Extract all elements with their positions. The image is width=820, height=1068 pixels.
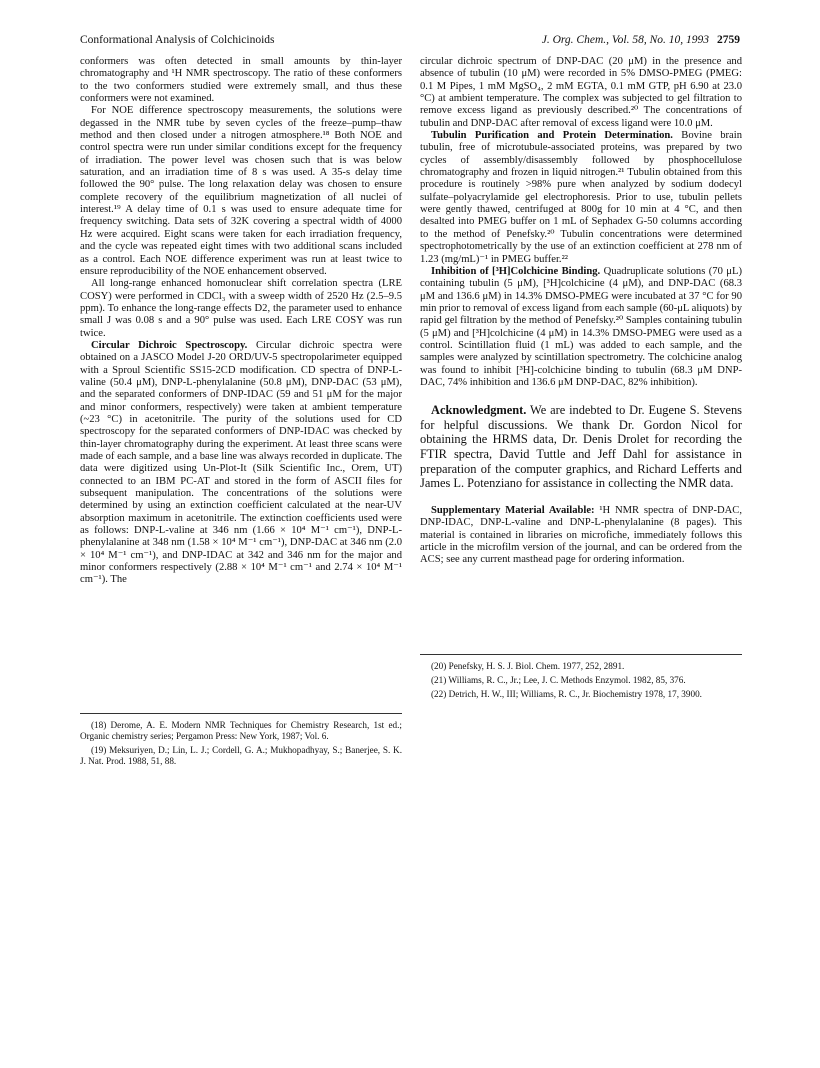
acknowledgment-text: We are indebted to Dr. Eugene S. Stevens for helpful discussions. We thank Dr. Gordon Nicol for obtaining the HRMS data, Dr. Denis Drolet for recording the FTIR spectra, David Tuttle and Jeff Dahl for assistance in preparation of the computer graphics, and Richard Lefferts and James L. Potenziano for assistance in collecting the NMR data. <box>420 403 742 491</box>
journal-name: J. Org. Chem., Vol. 58, No. 10, 1993 <box>541 34 709 46</box>
paragraph: conformers was often detected in small amounts by thin-layer chromatography and ¹H NMR spectroscopy. The ratio of these conformers to the two conformers studied were extremely small, and thus these conformers were not examined. <box>80 56 402 105</box>
supplementary-material <box>420 505 742 567</box>
page-number: 2759 <box>717 34 740 46</box>
footnote: (22) Detrich, H. W., III; Williams, R. C., Jr. Biochemistry 1978, 17, 3900. <box>431 689 702 699</box>
paragraph-text: Circular dichroic spectra were obtained on a JASCO Model J-20 ORD/UV-5 spectropolarimeter equipped with a Sproul Scientific SS15-2CD modification. CD spectra of DNP-L-valine (50.4 μM), DNP-L-phenylalanine (50.8 μM), DNP-DAC (53 μM), and the separated conformers of DNP-IDAC (59 and 51 μM for the major and minor conformers, respectively) were taken at ambient temperature (~23 °C) in acetonitrile. The purity of the solutions used for CD spectroscopy for the separated conformers of DNP-IDAC was checked by thin-layer chromatography during the experiment. At least three scans were made of each sample, and a base line was always recorded in duplicate. The data were digitized using Un-Plot-It (Silk Scientific Inc., Orem, UT) connected to an IBM PC-AT and stored in the form of ASCII files for subsequent manipulation. The concentrations of the solutions were determined by using an extinction coefficient calculated at the near-UV absorption maximum in acetonitrile. The extinction coefficients used were as follows: DNP-L-valine at 346 nm (1.66 × 10⁴ M⁻¹ cm⁻¹), DNP-L-phenylalanine at 348 nm (1.58 × 10⁴ M⁻¹ cm⁻¹), DNP-DAC at 346 nm (2.0 × 10⁴ M⁻¹ cm⁻¹), and DNP-IDAC at 342 and 346 nm for the major and minor conformers respectively (2.88 × 10⁴ M⁻¹ cm⁻¹ and 2.74 × 10⁴ M⁻¹ cm⁻¹). The <box>80 339 402 586</box>
supplementary-text: ¹H NMR spectra of DNP-DAC, DNP-IDAC, DNP-L-valine and DNP-L-phenylalanine (8 pages). This material is contained in libraries on microfiche, immediately follows this article in the microfilm version of the journal, and can be ordered from the ACS; see any current masthead page for ordering information. <box>420 504 742 566</box>
acknowledgment <box>420 403 742 491</box>
journal-citation <box>542 34 740 46</box>
left-footnotes <box>80 705 402 770</box>
paragraph: For NOE difference spectroscopy measurements, the solutions were degassed in the NMR tube by seven cycles of the freeze–pump–thaw method and then closed under a nitrogen atmosphere.¹⁸ Both NOE and control spectra were run under similar conditions except for the frequency of irradiation. The power level was chosen such that is was below saturation, and an irradiation time of 8 s was used. A 35-s delay time followed the 90° pulse. The long relaxation delay was chosen to ensure complete recovery of the equilibrium magnetization of all nuclei of interest.¹⁹ A delay time of 0.1 s was used to ensure adequate time for frequency switching. Data sets of 32K covering a spectral width of 4000 Hz were acquired. Eight scans were taken for each irradiation frequency, and the cycle was repeated eight times with two additional scans included as a control. Each NOE difference experiment was run at least twice to ensure reproducibility of the NOE enhancement observed. <box>80 105 402 277</box>
paragraph-text: Bovine brain tubulin, free of microtubule-associated proteins, was prepared by two cycles of assembly/disassembly followed by phosphocellulose chromatography and frozen in liquid nitrogen.²¹ Tubulin obtained from this procedure is routinely >98% pure when analyzed by sodium dodecyl sulfate–polyacrylamide gel electrophoresis. Prior to use, tubulin pellets were gently thawed, centrifuged at 800g for 10 min at 4 °C, and then desalted into PMEG buffer on 1 mL of Sephadex G-50 columns according to the method of Penefsky.²⁰ Tubulin concentrations were determined spectrophotometrically by the use of an extinction coefficient at 278 nm of 1.23 (mg/mL)⁻¹ in PMEG buffer.²² <box>420 130 742 265</box>
footnote-divider <box>420 654 742 655</box>
footnote: (19) Meksuriyen, D.; Lin, L. J.; Cordell, G. A.; Mukhopadhyay, S.; Banerjee, S. K. J. Nat. Prod. 1988, 51, 88. <box>80 745 402 766</box>
footnote: (20) Penefsky, H. S. J. Biol. Chem. 1977, 252, 2891. <box>431 661 625 671</box>
paragraph: All long-range enhanced homonuclear shift correlation spectra (LRE COSY) were performed in CDCl₃ with a sweep width of 2520 Hz (2.5–9.5 ppm). To enhance the long-range effects D2, the parameter used to enhance small J was 0.08 s and a 90° pulse was used. Each LRE COSY was run twice. <box>80 278 402 339</box>
supplementary-heading: Supplementary Material Available: <box>431 504 595 516</box>
left-column <box>80 56 402 587</box>
paragraph <box>420 130 742 266</box>
paragraph-text: Quadruplicate solutions (70 μL) containing tubulin (5 μM), [³H]colchicine (4 μM), and DNP-DAC (68.3 μM and 136.6 μM) in 14.3% DMSO-PMEG were incubated at 37 °C for 90 min prior to removal of excess ligand from each sample (60-μL aliquots) by rapid gel filtration by the method of Penefsky.²⁰ Samples containing tubulin (5 μM) and [³H]colchicine (4 μM) in 14.3% DMSO-PMEG were used as a control. Scintillation fluid (1 mL) was added to each sample, and the samples were analyzed by scintillation spectrometry. The colchicine analog was found to inhibit [³H]-colchicine binding to tubulin (68.3 μM DNP-DAC, 74% inhibition and 136.6 μM DNP-DAC, 82% inhibition). <box>420 265 742 388</box>
paragraph: circular dichroic spectrum of DNP-DAC (20 μM) in the presence and absence of tubulin (10 μM) were recorded in 5% DMSO-PMEG (PMEG: 0.1 M Pipes, 1 mM MgSO₄, 2 mM EGTA, 0.1 mM GTP, pH 6.90 at 23.0 °C) at ambient temperature. The complex was subjected to gel filtration to remove excess ligand as previously described.²⁰ The concentrations of tubulin and DNP-DAC after removal of excess ligand were 10.0 μM. <box>420 56 742 129</box>
paragraph <box>420 266 742 389</box>
right-footnotes <box>420 646 742 703</box>
footnote-divider <box>80 713 402 714</box>
footnote: (18) Derome, A. E. Modern NMR Techniques for Chemistry Research, 1st ed.; Organic chemistry series; Pergamon Press: New York, 1987; Vol. 6. <box>80 720 402 741</box>
section-heading: Circular Dichroic Spectroscopy. <box>91 339 248 351</box>
section-heading: Tubulin Purification and Protein Determination. <box>431 130 673 142</box>
footnote: (21) Williams, R. C., Jr.; Lee, J. C. Methods Enzymol. 1982, 85, 376. <box>431 675 686 685</box>
section-heading: Inhibition of [³H]Colchicine Binding. <box>431 265 601 277</box>
running-title: Conformational Analysis of Colchicinoids <box>80 34 275 46</box>
running-header <box>80 34 740 50</box>
acknowledgment-heading: Acknowledgment. <box>431 403 527 418</box>
paragraph <box>80 340 402 587</box>
right-column <box>420 56 742 567</box>
